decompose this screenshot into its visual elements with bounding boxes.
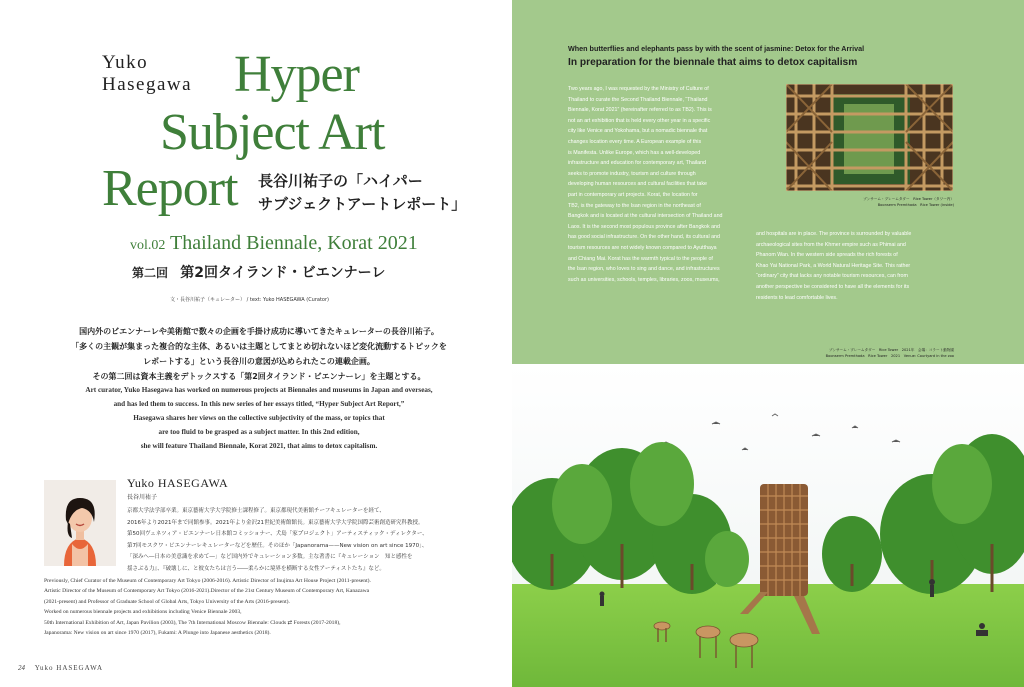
- portrait-illustration: [44, 480, 116, 566]
- body-line: such as universities, schools, temples, libraries, zoos, museums,: [568, 276, 720, 283]
- intro-en-line: are too fluid to be grasped as a subject matter. In this 2nd edition,: [158, 428, 360, 436]
- bio-jp-line: 第7回モスクワ・ビエンナーレキュレーターなどを歴任。そのほか「Japanorama——New vision on art since 1970」、: [127, 542, 428, 549]
- bio-japanese: [127, 506, 499, 575]
- page-number: 24: [18, 664, 25, 672]
- body-line: another perspective be considered to have all the elements for its: [756, 283, 910, 290]
- author-credit: 文・長谷川祐子（キュレーター） / text: Yuko HASEGAWA (Curator): [170, 297, 329, 303]
- body-line: city like Venice and Yokohama, but a nomadic biennale that: [568, 128, 708, 135]
- volume-number: vol.02: [130, 238, 166, 253]
- body-line: infrastructure and education for contemporary art, Thailand: [568, 160, 706, 167]
- bio-jp-line: 2016年より2021年まで同館参事。2021年より金沢21世紀美術館館長。東京藝術大学大学院国際芸術創造研究科教授。: [127, 519, 424, 526]
- body-line: the Isan region, who loves to sing and dance, and infrastructures: [568, 266, 720, 273]
- japanese-title-line: 長谷川祐子の「ハイパー: [258, 172, 423, 190]
- body-line: and Chiang Mai. Korat has the warmth typical to the people of: [568, 255, 713, 262]
- article-subtitle: When butterflies and elephants pass by with the scent of jasmine: Detox for the Arrival: [568, 44, 865, 53]
- bio-jp-line: 京都大学法学部卒業。東京藝術大学大学院修士課程修了。東京都現代美術館チーフキュレーターを経て、: [127, 508, 385, 514]
- bio-en-line: Previously, Chief Curator of the Museum of Contemporary Art Tokyo (2006-2016). Artistic Director of Inujima Art House Project (2011-present).: [44, 578, 371, 584]
- bio-en-line: Japanorama: New vision on art since 1970 (2017), Fukami: A Plunge into Japanese aesthetics (2018).: [44, 630, 271, 637]
- body-line: archaeological sites from the Khmer empire such as Phimai and: [756, 241, 906, 248]
- body-line: Biennale, Korat 2021” (hereinafter referred to as TB2). This is: [568, 107, 712, 114]
- body-line: TB2, is the gateway to the Isan region in the northeast of: [568, 202, 701, 209]
- body-line: has good social infrastructure. On the other hand, its cultural and: [568, 234, 720, 241]
- article-column-1: [568, 84, 746, 285]
- caption-line: Boonserm Premthada Rice Tower (inside): [877, 202, 954, 207]
- intro-jp-line: その第二回は資本主義をデトックスする「第2回タイランド・ビエンナーレ」を主題とする。: [92, 372, 426, 381]
- body-line: Thailand to curate the Second Thailand Biennale, “Thailand: [568, 96, 708, 103]
- japanese-title-line: サブジェクトアートレポート」: [258, 195, 467, 213]
- page-folio: [18, 664, 103, 672]
- author-last-name: Hasegawa: [102, 74, 193, 95]
- title-line-hyper: Hyper: [234, 46, 359, 103]
- body-line: seeks to promote industry, tourism and culture through: [568, 170, 696, 177]
- body-line: part in contemporary art projects. Korat, the location for: [568, 191, 698, 198]
- body-line: tourism resources are not widely known compared to Ayutthaya: [568, 244, 717, 251]
- title-line-subject-art: Subject Art: [160, 104, 385, 161]
- intro-en-line: and has led them to success. In this new series of her essays titled, “Hyper Subject Art Report,”: [113, 400, 405, 408]
- photo-caption-2: [702, 348, 954, 359]
- right-page: [512, 0, 1024, 687]
- bio-en-line: Artistic Director of the Museum of Contemporary Art Tokyo (2016-2021).Director of the 21st Century Museum of Contemporary Art, Kanazawa: [44, 588, 370, 595]
- installment-label: 第二回: [132, 266, 169, 280]
- folio-name: Yuko HASEGAWA: [34, 664, 103, 672]
- volume-heading: [130, 232, 418, 255]
- intro-en-line: Hasegawa shares her views on the collective subjectivity of the mass, or topics that: [133, 414, 385, 422]
- body-line: changes location every time. A European example of this: [568, 138, 702, 145]
- photo-caption-1: [834, 197, 954, 208]
- title-line-report: Report: [102, 160, 238, 217]
- japanese-title: [258, 170, 466, 216]
- rice-tower-interior-photo: [786, 84, 953, 191]
- author-portrait-photo: [44, 480, 116, 566]
- bio-en-line: (2021-present) and Professor of Graduate School of Global Arts, Tokyo University of the Arts (2016-present).: [44, 598, 290, 605]
- installment-heading: [132, 262, 385, 282]
- intro-jp-line: 国内外のビエンナーレや美術館で数々の企画を手掛け成功に導いてきたキュレーターの長谷川祐子。: [79, 327, 439, 336]
- body-line: not an art exhibition that is held every other year in a specific: [568, 117, 711, 124]
- bio-jp-line: 第50回ヴェネツィア・ビエンナーレ日本館コミッショナー、犬島「家プロジェクト」アーティスティック・ディレクター、: [127, 531, 428, 537]
- installment-title: 第2回タイランド・ビエンナーレ: [180, 265, 386, 281]
- body-line: Bangkok and is located at the cultural intersection of Thailand and: [568, 213, 723, 220]
- body-line: Khao Yai National Park, a World Natural Heritage Site. This rather: [756, 262, 911, 269]
- bio-en-line: Worked on numerous biennale projects and exhibitions including Venice Biennale 2003,: [44, 609, 242, 616]
- body-line: Two years ago, I was requested by the Ministry of Culture of: [568, 86, 709, 92]
- article-column-2: [756, 229, 956, 303]
- author-first-name: Yuko: [102, 52, 149, 73]
- body-line: “ordinary” city that lacks any notable tourism resources, can from: [756, 273, 908, 280]
- caption-line: ブンサーム・プレームタダー Rice Tower 2021年 会場：コラート動物園: [828, 348, 954, 352]
- intro-en-line: Art curator, Yuko Hasegawa has worked on numerous projects at Biennales and museums in Japan and overseas,: [85, 386, 433, 394]
- caption-line: Boonserm Premthada Rice Tower 2021 Venue: Courtyard in the zoo: [825, 353, 954, 358]
- intro-english: [34, 383, 484, 453]
- rice-tower-rendering: [512, 364, 1024, 687]
- bio-name-japanese: 長谷川祐子: [127, 494, 158, 501]
- intro-jp-line: 「多くの主観が集まった複合的な主体、あるいは主題としてまとめ切れないほど変化流動するトピックを: [71, 342, 447, 351]
- body-line: and hospitals are in place. The province is surrounded by valuable: [756, 231, 912, 237]
- caption-line: ブンサーム・プレームタダー Rice Tower（タワー内）: [863, 197, 954, 201]
- volume-title: Thailand Biennale, Korat 2021: [170, 232, 418, 254]
- body-line: developing human resources and cultural facilities that take: [568, 181, 707, 188]
- bio-jp-line: 「深みへ―日本の美意識を求めて―」など国内外でキュレーション多数。主な著書に『キュレーション 知と感性を: [127, 554, 413, 560]
- park-rendering-illustration: [512, 364, 1024, 687]
- body-line: residents to lead comfortable lives.: [756, 294, 838, 301]
- bio-en-line: 50th International Exhibition of Art, Japan Pavilion (2003), The 7th International Moscow Biennale: Clouds ⇄ Forests (2017-2018),: [44, 619, 341, 626]
- article-title: In preparation for the biennale that aims to detox capitalism: [568, 57, 858, 68]
- body-line: Phanom Wan. In the western side spreads the rich forests of: [756, 252, 898, 259]
- tower-interior-illustration: [786, 84, 953, 191]
- intro-japanese: [34, 324, 484, 384]
- intro-jp-line: レポートする」という長谷川の意図が込められたこの連載企画。: [143, 357, 375, 366]
- bio-english: [44, 576, 496, 638]
- body-line: Laos. It is the second most populous province after Bangkok and: [568, 223, 720, 230]
- bio-jp-line: 揺さぶる力』、『破壊しに、と彼女たちは言う――柔らかに境界を横断する女性アーティストたち』など。: [127, 565, 385, 572]
- author-name-lockup: [102, 52, 192, 96]
- bio-name: Yuko HASEGAWA: [127, 476, 229, 490]
- body-line: is Manifesta. Unlike Europe, which has a well-developed: [568, 149, 701, 156]
- intro-en-line: she will feature Thailand Biennale, Korat 2021, that aims to detox capitalism.: [140, 442, 378, 450]
